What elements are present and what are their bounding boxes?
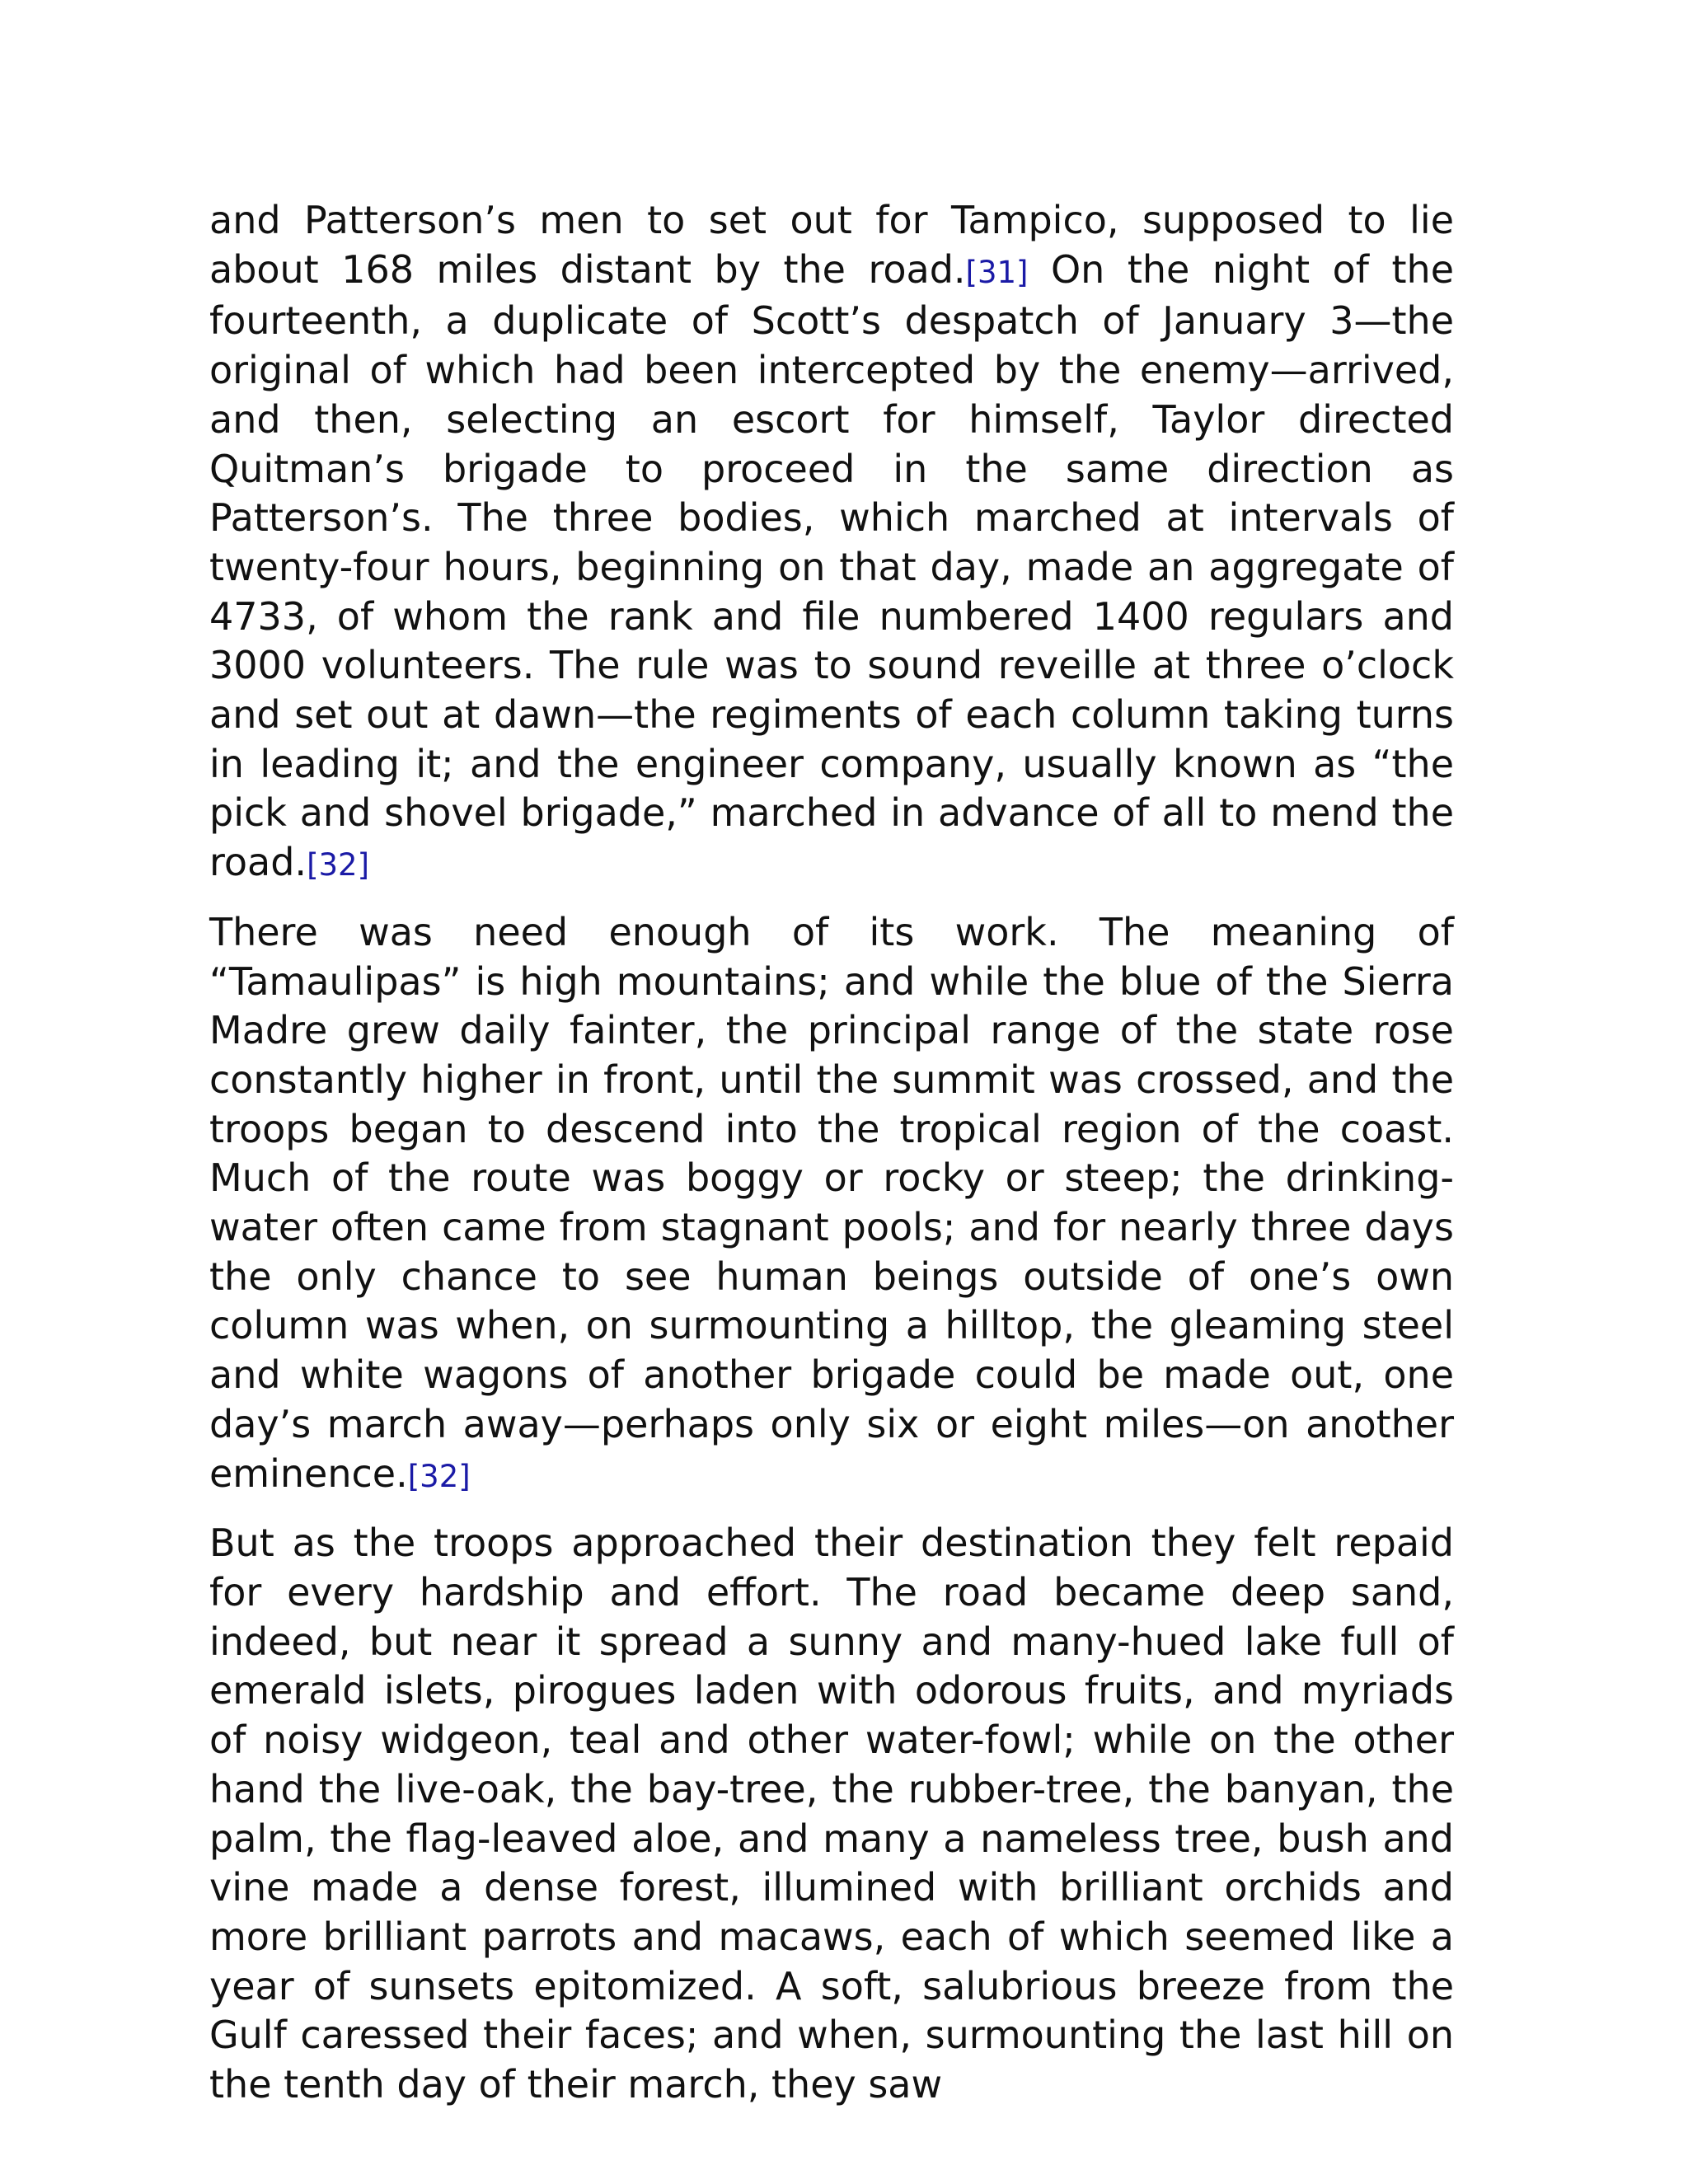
paragraph-3 xyxy=(209,1519,1454,2109)
footnote-link-32[interactable]: [32] xyxy=(307,847,370,883)
footnote-link-32[interactable]: [32] xyxy=(407,1458,471,1494)
paragraph-2 xyxy=(209,908,1454,1501)
paragraph-1-text-2: On the night of the fourteenth, a duplicate of Scott’s despatch of January 3—the original of which had been intercepted by the enemy—arrived, and then, selecting an escort for himself, Taylor directed Quitman’s brigade to proceed in the same direction as Patterson’s. The three bodies, which marched at intervals of twenty-four hours, beginning on that day, made an aggregate of 4733, of whom the rank and file numbered 1400 regulars and 3000 volunteers. The rule was to sound reveille at three o’clock and set out at dawn—the regiments of each column taking turns in leading it; and the engineer company, usually known as “the pick and shovel brigade,” marched in advance of all to mend the road. xyxy=(209,246,1454,885)
paragraph-2-text-1: There was need enough of its work. The meaning of “Tamaulipas” is high mountains; and while the blue of the Sierra Madre grew daily fainter, the principal range of the state rose constantly higher in front, until the summit was crossed, and the troops began to descend into the tropical region of the coast. Much of the route was boggy or rocky or steep; the drinking-water often came from stagnant pools; and for nearly three days the only chance to see human beings outside of one’s own column was when, on surmounting a hilltop, the gleaming steel and white wagons of another brigade could be made out, one day’s march away—perhaps only six or eight miles—on another eminence. xyxy=(209,909,1454,1496)
footnote-link-31[interactable]: [31] xyxy=(965,254,1029,290)
paragraph-3-text-1: But as the troops approached their destination they felt repaid for every hardship and effort. The road became deep sand, indeed, but near it spread a sunny and many-hued lake full of emerald islets, pirogues laden with odorous fruits, and myriads of noisy widgeon, teal and other water-fowl; while on the other hand the live-oak, the bay-tree, the rubber-tree, the banyan, the palm, the flag-leaved aloe, and many a nameless tree, bush and vine made a dense forest, illumined with brilliant orchids and more brilliant parrots and macaws, each of which seemed like a year of sunsets epitomized. A soft, salubrious breeze from the Gulf caressed their faces; and when, surmounting the last hill on the tenth day of their march, they saw xyxy=(209,1521,1454,2107)
paragraph-1-text-1: and Patterson’s men to set out for Tampico, supposed to lie about 168 miles distant by the road. xyxy=(209,198,1454,292)
page-body xyxy=(209,196,1454,2128)
paragraph-1 xyxy=(209,196,1454,890)
